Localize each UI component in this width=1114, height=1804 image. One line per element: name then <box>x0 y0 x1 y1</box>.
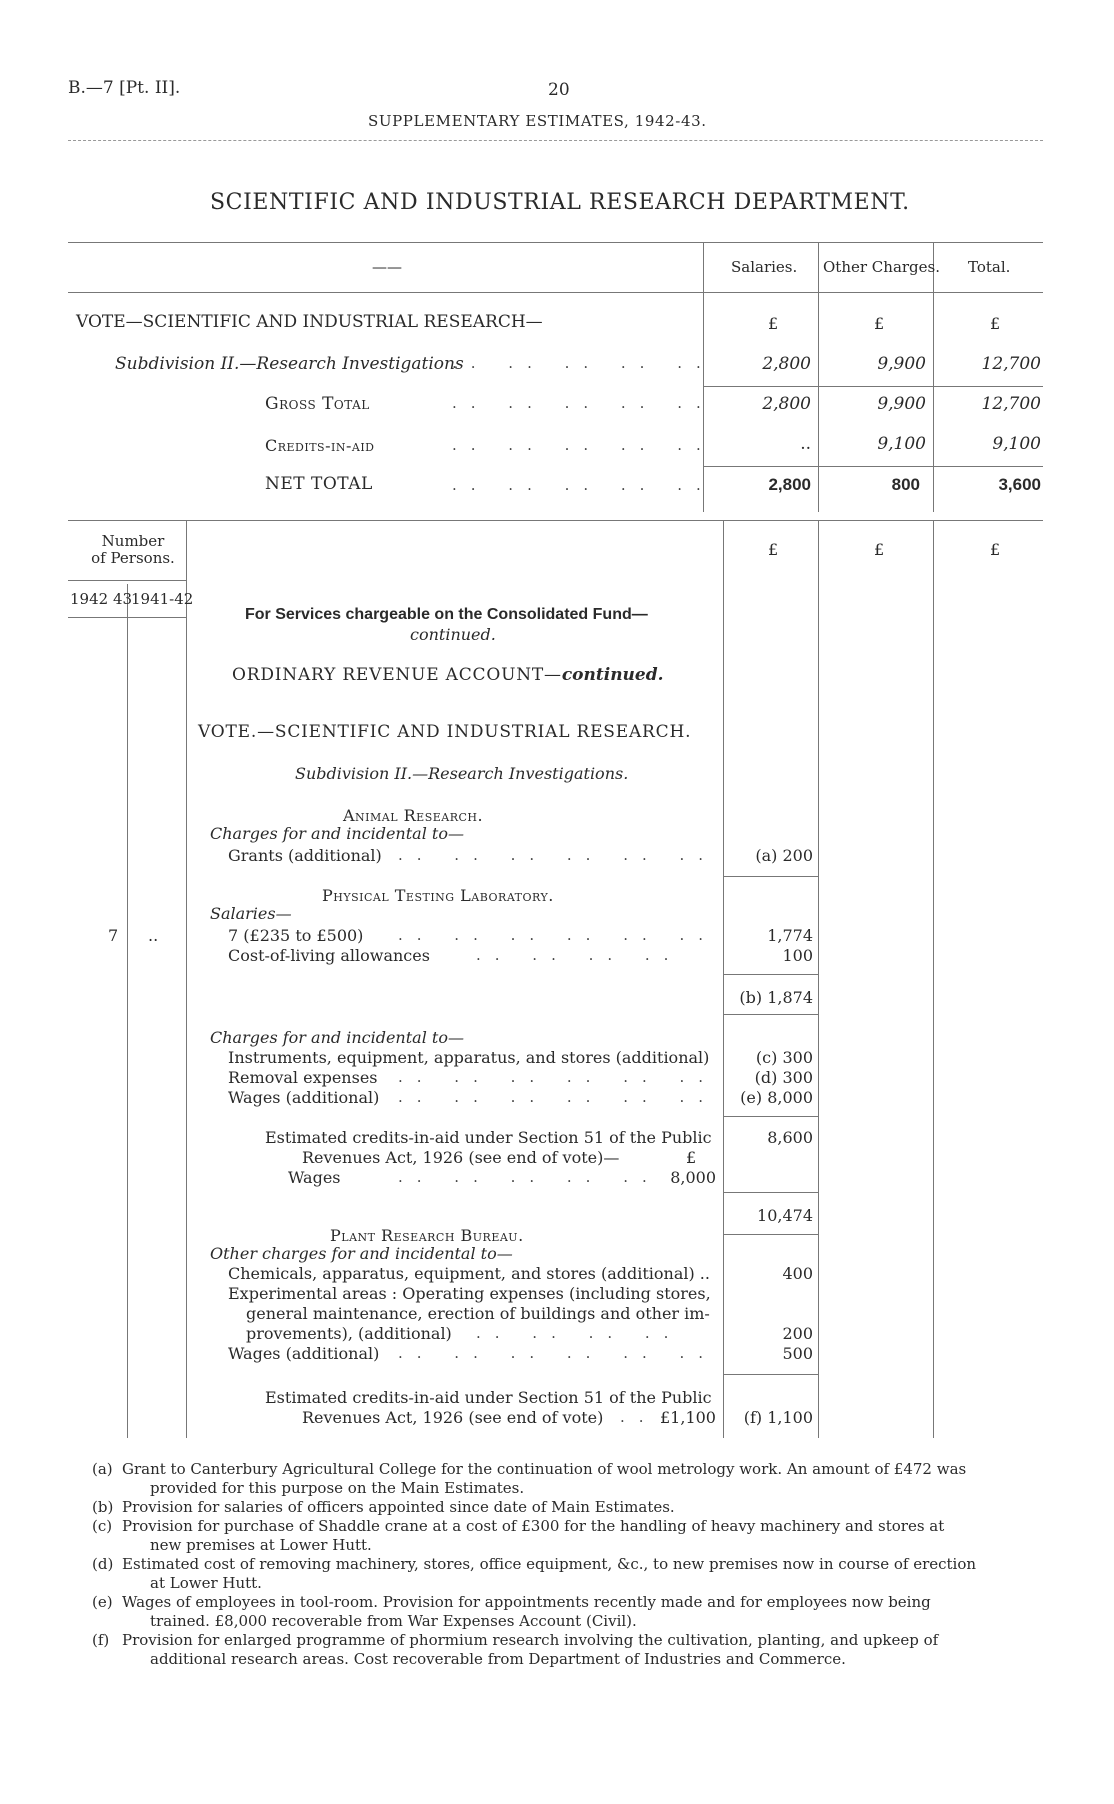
sub-total: 12,700 <box>981 354 1041 374</box>
animal-grants-value: (a) 200 <box>755 846 813 865</box>
footnote-text: trained. £8,000 recoverable from War Expenses Account (Civil). <box>150 1612 637 1630</box>
salary-line-2: Cost-of-living allowances <box>228 946 430 965</box>
page-subtitle: SUPPLEMENTARY ESTIMATES, 1942-43. <box>368 112 707 130</box>
plant-credits-text-1: Estimated credits-in-aid under Section 51 of the Public <box>265 1388 712 1407</box>
instruments-value: (c) 300 <box>755 1048 813 1067</box>
col-header-total: Total. <box>968 258 1011 276</box>
experimental-value: 200 <box>782 1324 813 1343</box>
summary-header-dash: —— <box>372 258 402 276</box>
credits-text-2: Revenues Act, 1926 (see end of vote)— <box>302 1148 620 1167</box>
footnote-text: Estimated cost of removing machinery, stores, office equipment, &c., to new premises now in course of erection <box>122 1555 977 1573</box>
number-of-persons-header: of Persons. <box>91 549 175 567</box>
gross-salaries: 2,800 <box>762 394 811 414</box>
summary-vote-label: VOTE—SCIENTIFIC AND INDUSTRIAL RESEARCH— <box>76 312 543 332</box>
net-total-label: NET TOTAL <box>265 474 373 494</box>
footnote-mark: (b) <box>92 1498 114 1516</box>
credits-wages: Wages <box>288 1168 341 1187</box>
plant-total: (f) 1,100 <box>743 1408 813 1427</box>
gross-other: 9,900 <box>877 394 926 414</box>
instruments-line: Instruments, equipment, apparatus, and stores (additional) <box>228 1048 710 1067</box>
removal-line: Removal expenses <box>228 1068 378 1087</box>
page-number: 20 <box>548 80 570 100</box>
col-header-other-charges: Other Charges. <box>823 258 940 276</box>
footnote-text: Grant to Canterbury Agricultural College for the continuation of wool metrology work. An amount of £472 was <box>122 1460 967 1478</box>
footnote-text: provided for this purpose on the Main Estimates. <box>150 1479 525 1497</box>
wages-line: Wages (additional) <box>228 1088 380 1107</box>
salaries-label: Salaries— <box>210 904 292 923</box>
net-salaries: 2,800 <box>768 475 811 494</box>
plant-credits-text-2: Revenues Act, 1926 (see end of vote) <box>302 1408 604 1427</box>
plant-research-heading: Plant Research Bureau. <box>330 1226 524 1245</box>
removal-value: (d) 300 <box>754 1068 813 1087</box>
document-title: SCIENTIFIC AND INDUSTRIAL RESEARCH DEPARTMENT. <box>210 190 910 215</box>
gross-total-label: Gross Total <box>265 394 370 414</box>
animal-research-heading: Animal Research. <box>343 806 484 825</box>
pound-sign: £ <box>768 314 779 333</box>
leader-dots: .. .. .. .. .. .. <box>398 926 718 944</box>
footnote-mark: (e) <box>92 1593 113 1611</box>
animal-charges-label: Charges for and incidental to— <box>210 824 464 843</box>
footnote-mark: (d) <box>92 1555 114 1573</box>
wages-value: (e) 8,000 <box>740 1088 813 1107</box>
ordinary-revenue-heading: ORDINARY REVENUE ACCOUNT—continued. <box>232 665 664 685</box>
credits-wages-value: 8,000 <box>670 1168 716 1187</box>
year-header-1942: 1942 43 <box>70 590 133 608</box>
footnote-text: Provision for salaries of officers appointed since date of Main Estimates. <box>122 1498 675 1516</box>
footnote-text: new premises at Lower Hutt. <box>150 1536 372 1554</box>
detail-subdivision: Subdivision II.—Research Investigations. <box>295 764 629 783</box>
detail-vote-heading: VOTE.—SCIENTIFIC AND INDUSTRIAL RESEARCH. <box>198 722 692 742</box>
pound-sign: £ <box>874 540 885 559</box>
consolidated-continued: continued. <box>410 625 496 644</box>
experimental-line-3: provements), (additional) <box>246 1324 452 1343</box>
leader-dots: .. .. .. .. .. <box>452 354 715 372</box>
footnote-mark: (f) <box>92 1631 110 1649</box>
charges-total: 8,600 <box>767 1128 813 1147</box>
leader-dots: .. .. .. .. .. <box>452 436 715 454</box>
credits-salaries: .. <box>800 434 811 454</box>
document-reference: B.—7 [Pt. II]. <box>68 78 181 98</box>
summary-subdivision: Subdivision II.—Research Investigations <box>115 354 464 374</box>
credits-total: 9,100 <box>992 434 1041 454</box>
consolidated-fund-heading: For Services chargeable on the Consolidated Fund— <box>245 606 648 623</box>
plant-wages-line: Wages (additional) <box>228 1344 380 1363</box>
salary-line-2-value: 100 <box>782 946 813 965</box>
salary-line-1: 7 (£235 to £500) <box>228 926 364 945</box>
physical-testing-total: 10,474 <box>757 1206 813 1225</box>
plant-credits-amount: £1,100 <box>660 1408 716 1427</box>
sub-other: 9,900 <box>877 354 926 374</box>
footnote-text: Provision for enlarged programme of phormium research involving the cultivation, planting, and upkeep of <box>122 1631 939 1649</box>
footnote-mark: (c) <box>92 1517 113 1535</box>
plant-charges-label: Other charges for and incidental to— <box>210 1244 513 1263</box>
footnote-mark: (a) <box>92 1460 113 1478</box>
leader-dots: .. .. .. .. <box>476 946 683 964</box>
footnote-text: additional research areas. Cost recoverable from Department of Industries and Commerce. <box>150 1650 846 1668</box>
credits-label: Credits-in-aid <box>265 436 375 455</box>
experimental-line-2: general maintenance, erection of buildings and other im- <box>246 1304 710 1323</box>
physical-testing-heading: Physical Testing Laboratory. <box>322 886 554 905</box>
chemicals-value: 400 <box>782 1264 813 1283</box>
header-rule <box>68 140 1043 141</box>
charges-label: Charges for and incidental to— <box>210 1028 464 1047</box>
credits-other: 9,100 <box>877 434 926 454</box>
persons-1941: .. <box>148 926 159 945</box>
leader-dots: .. .. .. .. .. .. <box>398 1068 718 1086</box>
pound-sign: £ <box>990 540 1001 559</box>
credits-text-1: Estimated credits-in-aid under Section 51 of the Public <box>265 1128 712 1147</box>
animal-grants: Grants (additional) <box>228 846 382 865</box>
footnote-text: at Lower Hutt. <box>150 1574 262 1592</box>
net-other: 800 <box>891 475 920 494</box>
footnote-text: Wages of employees in tool-room. Provision for appointments recently made and for employees now being <box>122 1593 931 1611</box>
leader-dots: .. <box>620 1408 658 1426</box>
col-header-salaries: Salaries. <box>731 258 798 276</box>
number-of-persons-header: Number <box>101 532 165 550</box>
leader-dots: .. .. .. .. .. <box>452 476 715 494</box>
leader-dots: .. .. .. .. .. .. <box>398 1088 718 1106</box>
leader-dots: .. .. .. .. .. <box>452 394 715 412</box>
sub-salaries: 2,800 <box>762 354 811 374</box>
pound-sign: £ <box>768 540 779 559</box>
salaries-total: (b) 1,874 <box>739 988 813 1007</box>
footnote-text: Provision for purchase of Shaddle crane at a cost of £300 for the handling of heavy machinery and stores at <box>122 1517 945 1535</box>
pound-sign: £ <box>990 314 1001 333</box>
persons-1942: 7 <box>108 926 119 945</box>
leader-dots: .. .. .. .. .. .. <box>398 1344 718 1362</box>
experimental-line-1: Experimental areas : Operating expenses (including stores, <box>228 1284 711 1303</box>
pound-sign: £ <box>686 1148 697 1167</box>
leader-dots: .. .. .. .. <box>476 1324 683 1342</box>
chemicals-line: Chemicals, apparatus, equipment, and stores (additional) .. <box>228 1264 710 1283</box>
salary-line-1-value: 1,774 <box>767 926 813 945</box>
plant-wages-value: 500 <box>782 1344 813 1363</box>
gross-total: 12,700 <box>981 394 1041 414</box>
leader-dots: .. .. .. .. .. .. <box>398 846 718 864</box>
year-header-1941: 1941-42 <box>131 590 194 608</box>
pound-sign: £ <box>874 314 885 333</box>
net-total: 3,600 <box>998 475 1041 494</box>
leader-dots: .. .. .. .. .. <box>398 1168 661 1186</box>
